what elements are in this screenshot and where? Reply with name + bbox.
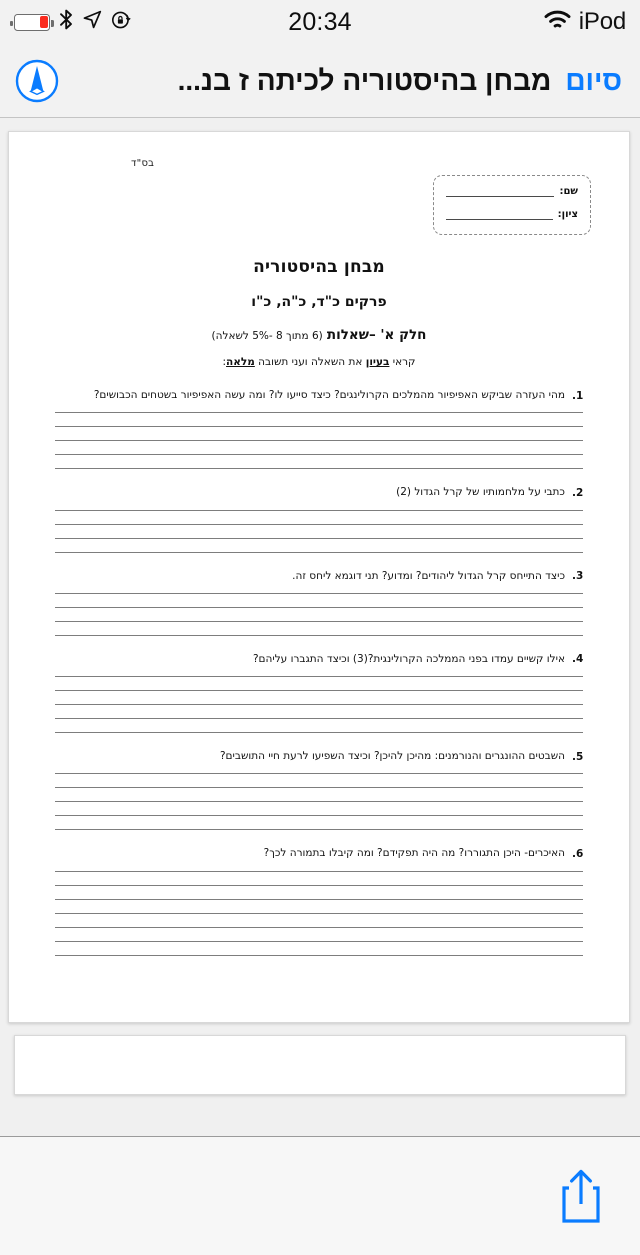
student-info-box [433,175,591,235]
question-item [53,846,585,955]
wifi-icon [544,10,571,35]
instruction-post: : [222,356,227,368]
bottom-toolbar [0,1136,640,1137]
instruction-emphasis-1: בעיון [365,356,390,368]
exam-title: מבחן בהיסטוריה [253,257,385,277]
question-heading [53,388,585,404]
question-heading [53,485,585,501]
question-text: כתבי על מלחמותיו של קרל הגדול (2) [396,486,565,499]
status-bar [0,0,640,44]
question-list [53,388,585,956]
answer-line [55,927,583,928]
answer-line [55,454,583,455]
answer-line [55,913,583,914]
answer-line [55,773,583,774]
name-field-row [446,186,578,197]
answer-lines-group [55,412,583,469]
answer-line [55,440,583,441]
document-page-1 [8,131,630,1023]
answer-line [55,412,583,413]
grade-field-row [446,209,578,220]
question-number: 5. [572,750,584,763]
answer-line [55,524,583,525]
answer-line [55,718,583,719]
answer-line [55,732,583,733]
question-text: כיצד התייחס קרל הגדול ליהודים? ומדוע? תני דוגמא ליחס זה. [292,569,565,582]
question-heading [53,652,585,668]
answer-line [55,787,583,788]
answer-line [55,635,583,636]
question-number: 6. [572,847,584,860]
answer-lines-group [55,510,583,553]
question-number: 1. [572,389,584,402]
document-scroll-area[interactable] [0,118,640,1136]
question-item [53,388,585,469]
share-export-icon[interactable] [558,1168,604,1224]
answer-line [55,801,583,802]
instruction-pre: קראי [389,356,416,368]
question-heading [53,569,585,585]
answer-lines-group [55,676,583,733]
answer-line [55,676,583,677]
grade-label: ציון: [557,209,578,220]
answer-lines-group [55,871,583,956]
bsd-header: בס"ד [131,158,155,169]
answer-lines-group [55,593,583,636]
page-title: מבחן בהיסטוריה לכיתה ז בנ... [177,64,552,96]
status-bar-right-group [544,0,626,44]
answer-line [55,426,583,427]
part-heading-row [43,327,595,343]
answer-lines-group [55,773,583,830]
question-text: האיכרים- היכן התגוררו? מה היה תפקידם? ומה קיבלו בתמורה לכך? [263,847,565,860]
question-item [53,485,585,552]
answer-line [55,815,583,816]
question-text: אילו קשיים עמדו בפני הממלכה הקרולינגית?(3) וכיצד התגברו עליהם? [252,652,565,665]
question-number: 2. [572,486,584,499]
question-item [53,749,585,830]
status-bar-clock: 20:34 [288,8,352,36]
answer-line [55,510,583,511]
question-number: 3. [572,570,584,582]
question-heading [53,749,585,765]
question-item [53,652,585,733]
answer-line [55,621,583,622]
answer-line [55,552,583,553]
answer-line [55,899,583,900]
part-scoring: (6 מתוך 8 -5% לשאלה) [211,330,323,342]
answer-line [55,607,583,608]
exam-instruction [43,356,595,368]
document-page-2-peek [14,1035,626,1095]
answer-line [55,593,583,594]
question-heading [53,846,585,862]
navigation-bar [0,44,640,118]
answer-line [55,871,583,872]
answer-line [55,829,583,830]
instruction-emphasis-2: מלאה [226,356,255,368]
answer-line [55,955,583,956]
device-name-label: iPod [578,8,626,35]
part-heading: חלק א' –שאלות [326,327,427,343]
answer-line [55,941,583,942]
answer-line [55,885,583,886]
answer-line [55,690,583,691]
answer-line [55,704,583,705]
question-item [53,569,585,636]
answer-line [55,538,583,539]
question-number: 4. [572,653,584,666]
question-text: מהי העזרה שביקש האפיפיור מהמלכים הקרולינגים? כיצד סייעו לו? ומה עשה האפיפיור בשטחים הכבושים? [93,389,565,401]
answer-line [55,468,583,469]
safari-compass-icon[interactable] [14,58,60,104]
name-label: שם: [559,186,578,197]
question-text: השבטים ההונגרים והנורמנים: מהיכן להיכן? וכיצד השפיעו לרעת חיי התושבים? [219,750,565,762]
name-write-line [446,186,554,197]
grade-write-line [446,209,553,220]
done-button[interactable]: סיום [565,64,622,96]
exam-subtitle: פרקים כ"ד, כ"ה, כ"ו [251,294,387,310]
instruction-mid: את השאלה ועני תשובה [254,356,366,368]
